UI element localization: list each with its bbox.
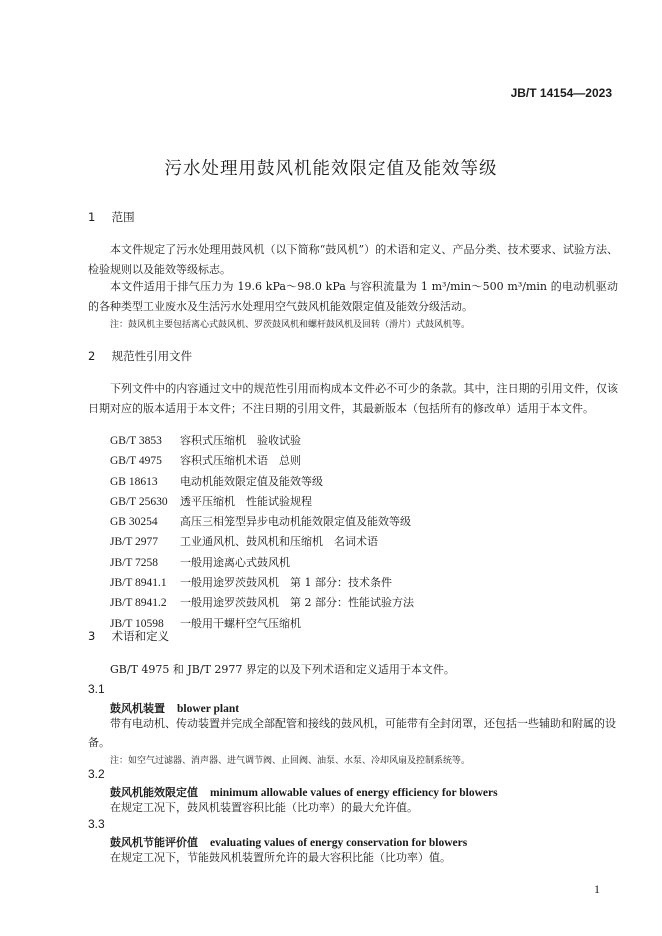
term-chinese: 鼓风机装置 xyxy=(110,702,165,715)
reference-title: 一般用途罗茨鼓风机 第 2 部分：性能试验方法 xyxy=(180,596,414,610)
references-intro: 下列文件中的内容通过文中的规范性引用而构成本文件必不可少的条款。其中，注日期的引用文件，仅该日期对应的版本适用于本文件；不注日期的引用文件，其最新版本（包括所有的修改单）适用于本文件。 xyxy=(88,382,618,415)
reference-item xyxy=(110,451,414,471)
scope-paragraph-1: 本文件规定了污水处理用鼓风机（以下简称“鼓风机”）的术语和定义、产品分类、技术要求、试验方法、检验规则以及能效等级标志。 xyxy=(88,243,618,276)
reference-title: 容积式压缩机 验收试验 xyxy=(180,434,301,447)
reference-item xyxy=(110,472,414,492)
scope-paragraph-2: 本文件适用于排气压力为 19.6 kPa～98.0 kPa 与容积流量为 1 m³/min～500 m³/min 的电动机驱动的各种类型工业废水及生活污水处理用空气鼓风机能效限定值及能效分级活动。 xyxy=(88,280,618,313)
term-chinese: 鼓风机节能评价值 xyxy=(110,836,198,849)
term-english: blower plant xyxy=(177,703,240,715)
reference-code: JB/T 8941.2 xyxy=(110,597,167,610)
terms-intro: GB/T 4975 和 JB/T 2977 界定的以及下列术语和定义适用于本文件。 xyxy=(110,663,455,676)
section-heading-scope xyxy=(88,209,135,225)
term-number: 3.2 xyxy=(88,767,105,781)
reference-title: 一般用干螺杆空气压缩机 xyxy=(180,616,301,630)
reference-code: GB 30254 xyxy=(110,516,158,529)
term-english: minimum allowable values of energy efficiency for blowers xyxy=(210,787,498,799)
reference-item xyxy=(110,532,414,552)
reference-title: 一般用途离心式鼓风机 xyxy=(180,555,290,569)
section-heading-terms xyxy=(88,628,169,644)
reference-code: GB/T 25630 xyxy=(110,495,168,508)
reference-title: 透平压缩机 性能试验规程 xyxy=(180,494,312,508)
section-number: 3 xyxy=(88,629,96,643)
reference-list xyxy=(110,431,414,634)
term-number: 3.3 xyxy=(88,817,105,831)
reference-item xyxy=(110,492,414,512)
reference-item xyxy=(110,573,414,593)
reference-code: GB 18613 xyxy=(110,475,158,488)
page-number: 1 xyxy=(594,882,600,896)
section-number: 1 xyxy=(88,210,96,224)
term-chinese: 鼓风机能效限定值 xyxy=(110,786,198,799)
reference-code: GB/T 3853 xyxy=(110,435,162,447)
section-title: 规范性引用文件 xyxy=(111,349,193,363)
reference-code: JB/T 8941.1 xyxy=(110,577,167,590)
reference-title: 一般用途罗茨鼓风机 第 1 部分：技术条件 xyxy=(180,576,392,590)
reference-item xyxy=(110,553,414,573)
term-definition: 在规定工况下，节能鼓风机装置所允许的最大容积比能（比功率）值。 xyxy=(110,851,451,864)
scope-note: 注：鼓风机主要包括离心式鼓风机、罗茨鼓风机和螺杆鼓风机及回转（滑片）式鼓风机等。 xyxy=(110,320,471,330)
standard-number: JB/T 14154—2023 xyxy=(510,86,612,100)
term-note: 注：如空气过滤器、消声器、进气调节阀、止回阀、油泵、水泵、冷却风扇及控制系统等。 xyxy=(110,756,471,766)
section-title: 术语和定义 xyxy=(111,629,170,643)
reference-code: JB/T 10598 xyxy=(110,617,164,630)
reference-code: JB/T 7258 xyxy=(110,556,159,569)
document-title: 污水处理用鼓风机能效限定值及能效等级 xyxy=(164,159,498,179)
reference-item xyxy=(110,593,414,613)
term-english: evaluating values of energy conservation for blowers xyxy=(210,837,468,849)
reference-item xyxy=(110,431,414,451)
reference-title: 高压三相笼型异步电动机能效限定值及能效等级 xyxy=(180,515,411,529)
term-number: 3.1 xyxy=(88,682,105,696)
reference-title: 容积式压缩机术语 总则 xyxy=(180,454,301,468)
section-heading-normative-references xyxy=(88,348,192,364)
section-number: 2 xyxy=(88,349,96,363)
reference-code: JB/T 2977 xyxy=(110,536,159,549)
reference-title: 电动机能效限定值及能效等级 xyxy=(180,474,323,488)
reference-code: GB/T 4975 xyxy=(110,455,162,468)
section-title: 范围 xyxy=(111,210,135,224)
term-definition: 带有电动机、传动装置并完成全部配管和接线的鼓风机，可能带有全封闭罩，还包括一些辅助和附属的设备。 xyxy=(88,717,616,749)
reference-title: 工业通风机、鼓风机和压缩机 名词术语 xyxy=(180,535,378,549)
reference-item xyxy=(110,512,414,532)
term-definition: 在规定工况下，鼓风机装置容积比能（比功率）的最大允许值。 xyxy=(110,801,418,814)
